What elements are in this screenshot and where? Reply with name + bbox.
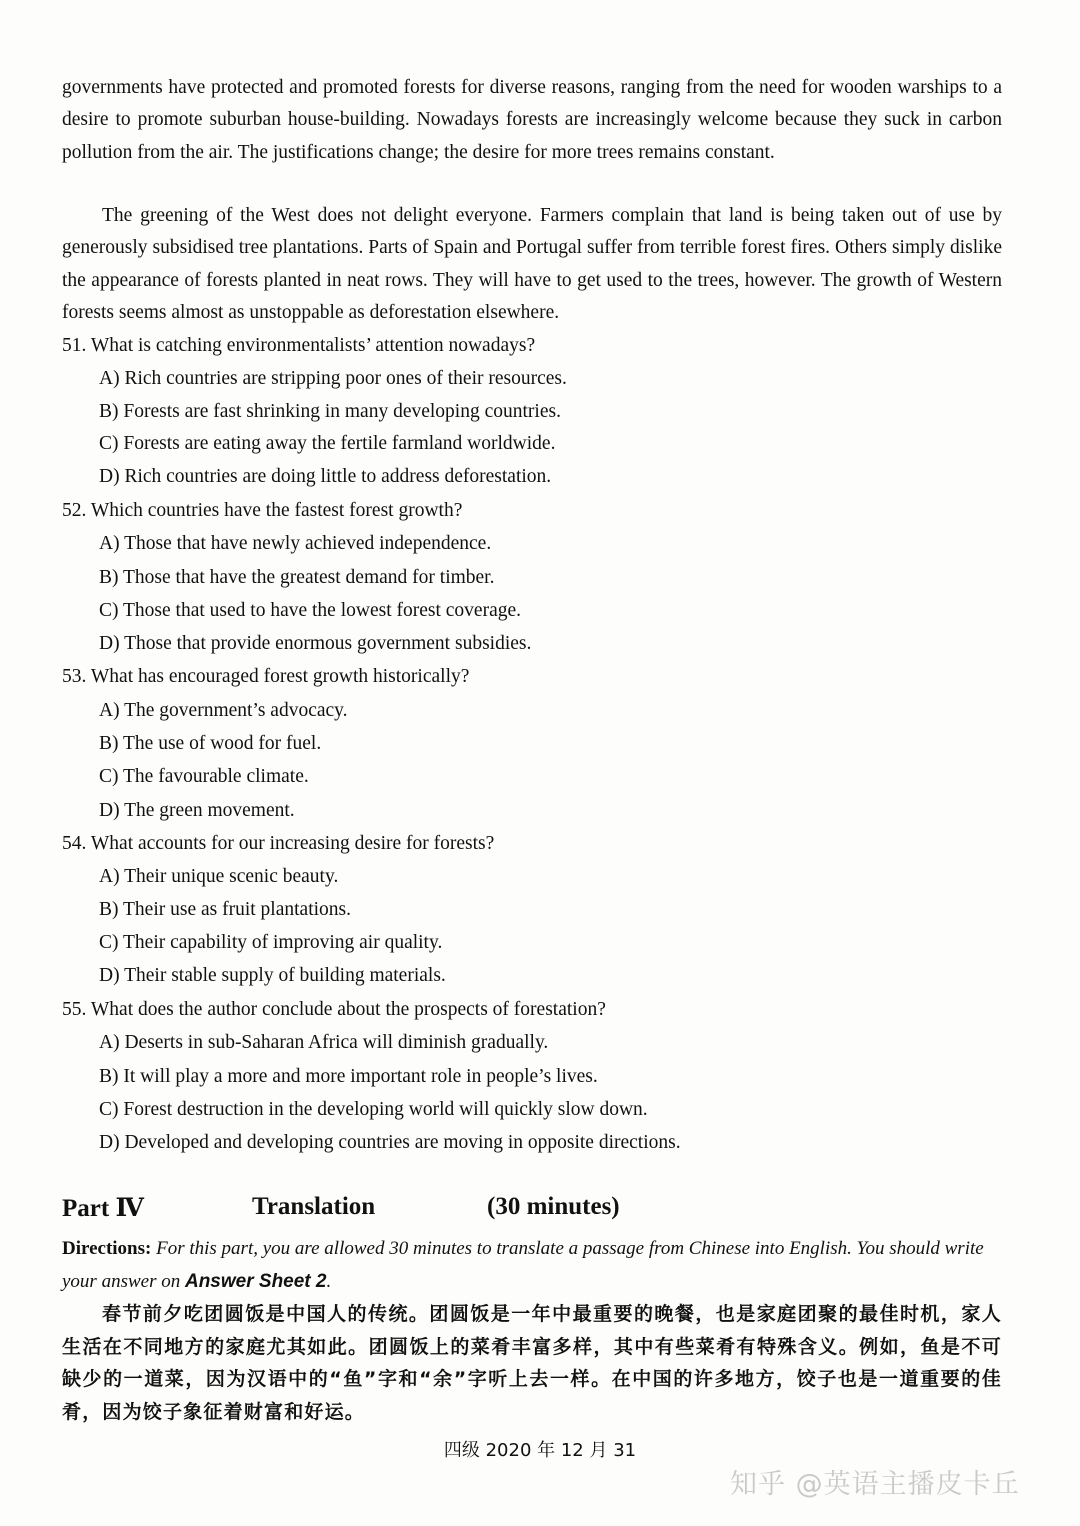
passage-paragraph-1: governments have protected and promoted forests for diverse reasons, ranging from the need for wooden warships to a desire to promote suburban house-building. Nowadays forests are increasingly welcome because they suck in carbon pollution from the air. The justifications change; the desire for more trees remains constant. [62, 77, 1002, 163]
question-53: 53. What has encouraged forest growth historically? [62, 666, 470, 687]
part-time: (30 minutes) [487, 1193, 620, 1220]
question-53-option-a[interactable]: A) The government’s advocacy. [99, 700, 348, 721]
question-51: 51. What is catching environmentalists’ attention nowadays? [62, 335, 536, 356]
question-52-option-b[interactable]: B) Those that have the greatest demand for timber. [99, 567, 495, 588]
translation-directions [62, 1232, 1002, 1298]
question-51-option-a[interactable]: A) Rich countries are stripping poor ones of their resources. [99, 368, 567, 389]
question-51-option-b[interactable]: B) Forests are fast shrinking in many developing countries. [99, 401, 561, 422]
watermark: 知乎 @英语主播皮卡丘 [730, 1469, 1020, 1500]
question-54-option-c[interactable]: C) Their capability of improving air quality. [99, 932, 443, 953]
question-55-option-a[interactable]: A) Deserts in sub-Saharan Africa will diminish gradually. [99, 1032, 549, 1053]
question-53-option-c[interactable]: C) The favourable climate. [99, 766, 309, 787]
question-54-option-a[interactable]: A) Their unique scenic beauty. [99, 866, 339, 887]
question-53-option-b[interactable]: B) The use of wood for fuel. [99, 733, 322, 754]
directions-text: For this part, you are allowed 30 minutes to translate a passage from Chinese into English. You should write your answer on [62, 1238, 984, 1292]
question-54-option-d[interactable]: D) Their stable supply of building materials. [99, 965, 446, 986]
directions-end: . [326, 1271, 332, 1292]
question-54: 54. What accounts for our increasing desire for forests? [62, 833, 495, 854]
question-55: 55. What does the author conclude about the prospects of forestation? [62, 999, 606, 1020]
part-number: Part Ⅳ [62, 1195, 144, 1222]
directions-lead: Directions: [62, 1238, 152, 1259]
part-heading [62, 1193, 1002, 1229]
question-51-option-d[interactable]: D) Rich countries are doing little to address deforestation. [99, 466, 552, 487]
question-54-option-b[interactable]: B) Their use as fruit plantations. [99, 899, 352, 920]
page-footer: 四级 2020 年 12 月 31 [443, 1440, 637, 1461]
question-52: 52. Which countries have the fastest forest growth? [62, 500, 463, 521]
question-51-option-c[interactable]: C) Forests are eating away the fertile farmland worldwide. [99, 433, 556, 454]
part-title: Translation [252, 1193, 376, 1220]
question-55-option-d[interactable]: D) Developed and developing countries are moving in opposite directions. [99, 1132, 681, 1153]
question-53-option-d[interactable]: D) The green movement. [99, 800, 295, 821]
question-52-option-c[interactable]: C) Those that used to have the lowest forest coverage. [99, 600, 522, 621]
question-55-option-c[interactable]: C) Forest destruction in the developing world will quickly slow down. [99, 1099, 648, 1120]
question-52-option-a[interactable]: A) Those that have newly achieved independence. [99, 533, 492, 554]
answer-sheet-reference: Answer Sheet 2 [184, 1271, 327, 1292]
question-55-option-b[interactable]: B) It will play a more and more important role in people’s lives. [99, 1066, 598, 1087]
question-52-option-d[interactable]: D) Those that provide enormous government subsidies. [99, 633, 532, 654]
chinese-passage: 春节前夕吃团圆饭是中国人的传统。团圆饭是一年中最重要的晚餐，也是家庭团聚的最佳时机，家人生活在不同地方的家庭尤其如此。团圆饭上的菜肴丰富多样，其中有些菜肴有特殊含义。例如，鱼是不可缺少的一道菜，因为汉语中的“鱼”字和“余”字听上去一样。在中国的许多地方，饺子也是一道重要的佳肴，因为饺子象征着财富和好运。 [62, 1303, 1002, 1423]
passage-paragraph-2: The greening of the West does not delight everyone. Farmers complain that land is being taken out of use by generously subsidised tree plantations. Parts of Spain and Portugal suffer from terrible forest fires. Others simply dislike the appearance of forests planted in neat rows. They will have to get used to the trees, however. The growth of Western forests seems almost as unstoppable as deforestation elsewhere. [62, 205, 1002, 323]
